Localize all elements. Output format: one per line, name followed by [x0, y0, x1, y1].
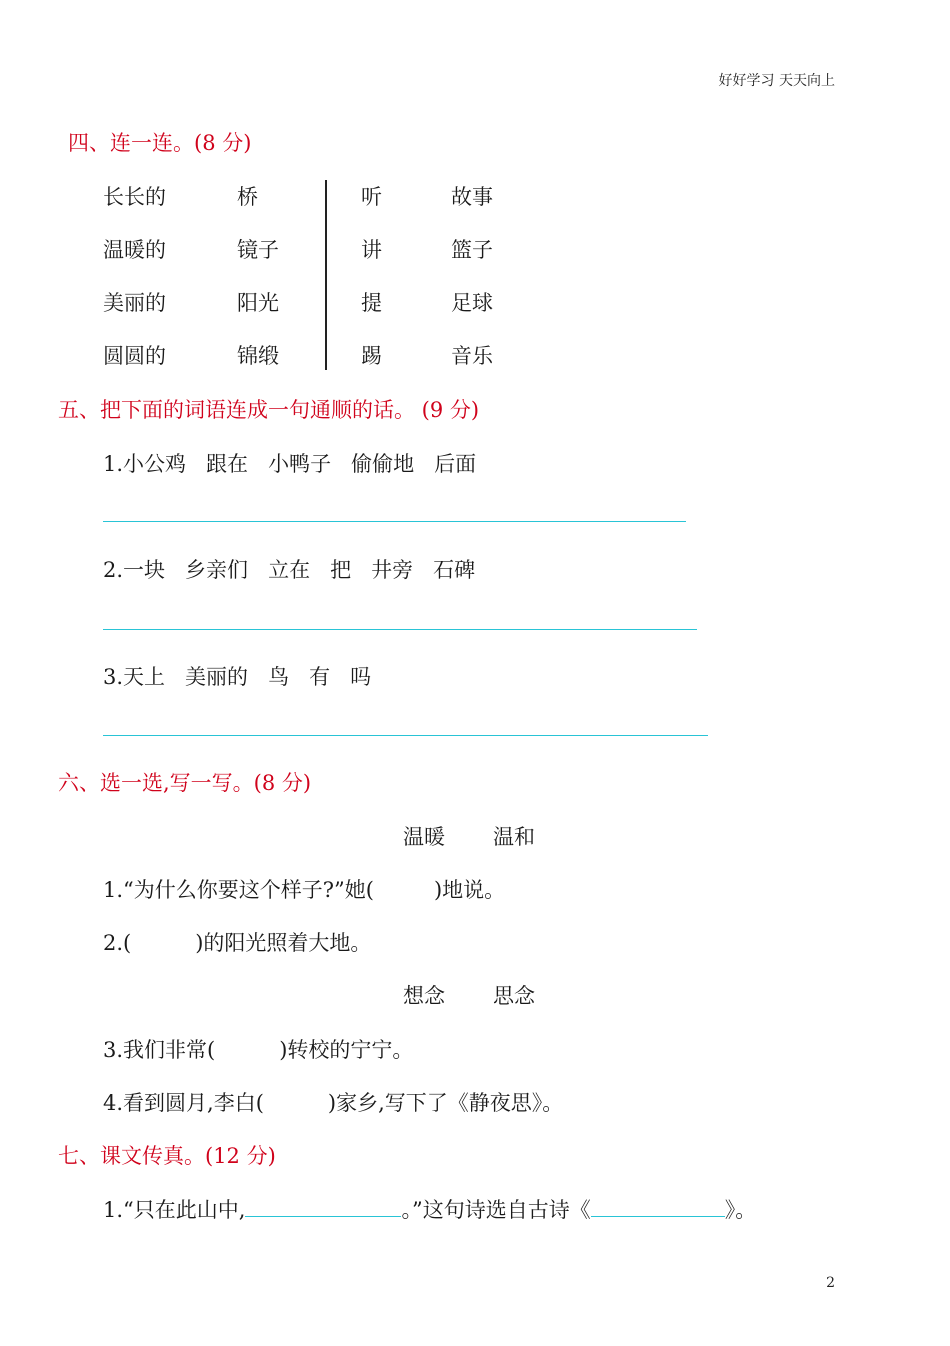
match-right-target[interactable]: 故事: [451, 185, 493, 209]
question-text: )地说。: [433, 878, 506, 902]
question-text: 1.“为什么你要这个样子?”她(: [103, 878, 374, 902]
option-word: 温和: [493, 825, 535, 849]
match-right-word[interactable]: 踢: [361, 344, 382, 368]
match-right-target[interactable]: 足球: [451, 291, 493, 315]
section-6-title: 六、选一选,写一写。(8 分): [58, 771, 312, 795]
match-right-target[interactable]: 篮子: [451, 238, 493, 262]
option-word: 想念: [403, 984, 445, 1008]
match-left-target[interactable]: 镜子: [237, 238, 279, 262]
question-text: )转校的宁宁。: [279, 1038, 414, 1062]
match-right-word[interactable]: 讲: [361, 238, 382, 262]
question-6-2: [103, 927, 371, 957]
question-6-3: [103, 1034, 413, 1064]
answer-line-3[interactable]: [103, 735, 708, 736]
question-text: 4.看到圆月,李白(: [103, 1091, 264, 1115]
sentence-words-1: 1.小公鸡 跟在 小鸭子 偷偷地 后面: [103, 452, 477, 476]
fill-blank-line[interactable]: [245, 1198, 401, 1217]
question-text: 。”这句诗选自古诗《: [401, 1198, 591, 1222]
match-left-target[interactable]: 锦缎: [237, 344, 279, 368]
match-left-word[interactable]: 长长的: [103, 185, 166, 209]
sentence-words-2: 2.一块 乡亲们 立在 把 井旁 石碑: [103, 558, 476, 582]
match-left-target[interactable]: 桥: [237, 185, 258, 209]
section-7-title: 七、课文传真。(12 分): [58, 1144, 276, 1168]
question-text: 1.“只在此山中,: [103, 1198, 246, 1222]
match-divider: [325, 180, 327, 370]
match-left-target[interactable]: 阳光: [237, 291, 279, 315]
option-word: 思念: [493, 984, 535, 1008]
option-word: 温暖: [403, 825, 445, 849]
question-text: 2.(: [103, 931, 132, 955]
match-left-word[interactable]: 美丽的: [103, 291, 166, 315]
question-6-1: [103, 874, 505, 904]
question-text: )家乡,写下了《静夜思》。: [327, 1091, 564, 1115]
match-right-word[interactable]: 提: [361, 291, 382, 315]
sentence-words-3: 3.天上 美丽的 鸟 有 吗: [103, 665, 372, 689]
question-7-1: [103, 1194, 756, 1224]
answer-line-2[interactable]: [103, 629, 697, 630]
section-4-title: 四、连一连。(8 分): [68, 131, 252, 155]
question-6-4: [103, 1087, 563, 1117]
question-text: )的阳光照着大地。: [195, 931, 372, 955]
section-5-title: 五、把下面的词语连成一句通顺的话。 (9 分): [58, 398, 480, 422]
question-text: 3.我们非常(: [103, 1038, 216, 1062]
match-right-word[interactable]: 听: [361, 185, 382, 209]
match-left-word[interactable]: 圆圆的: [103, 344, 166, 368]
match-left-word[interactable]: 温暖的: [103, 238, 166, 262]
fill-blank-line[interactable]: [591, 1198, 725, 1217]
page-number: 2: [826, 1275, 835, 1291]
answer-line-1[interactable]: [103, 521, 686, 522]
page-header-slogan: 好好学习 天天向上: [718, 73, 835, 89]
match-right-target[interactable]: 音乐: [451, 344, 493, 368]
question-text: 》。: [724, 1198, 757, 1222]
